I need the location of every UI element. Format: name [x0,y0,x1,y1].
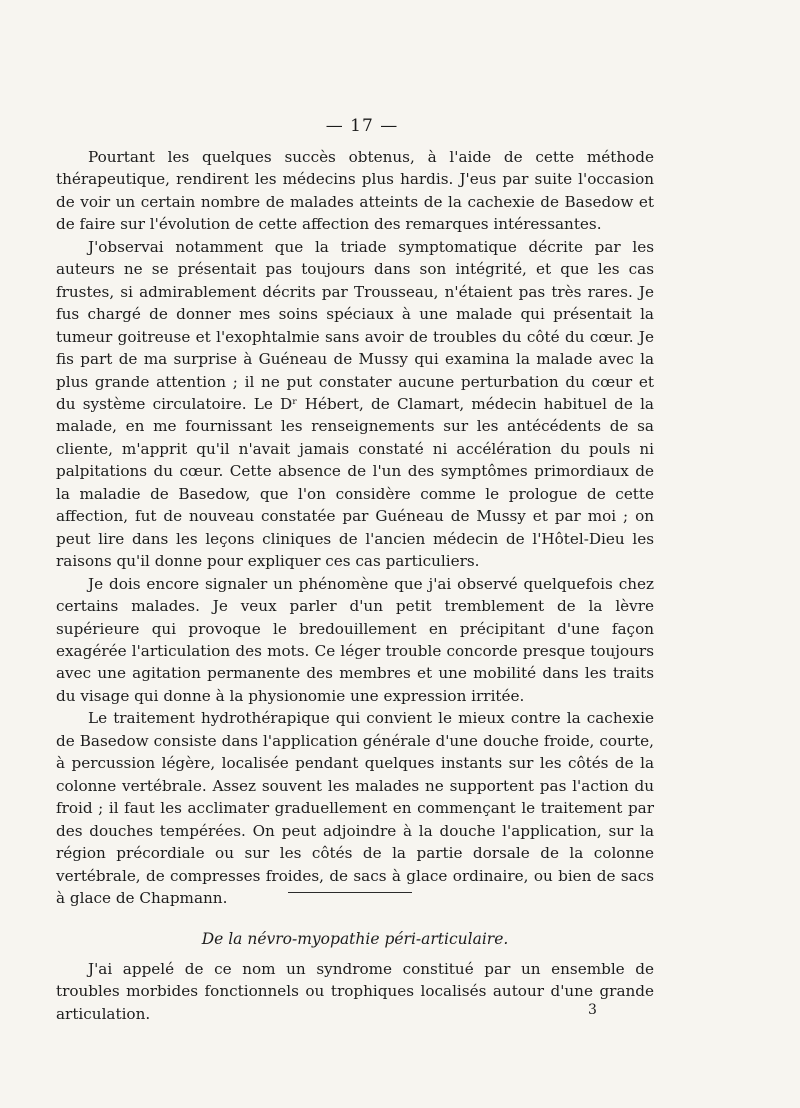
paragraph: Le traitement hydrothérapique qui convient le mieux contre la cachexie de Basedow consiste dans l'application générale d'une douche froide, courte, à percussion légère, localisée pendant quelques instants sur les côtés de la colonne vertébrale. Assez souvent les malades ne supportent pas l'action du froid ; il faut les acclimater graduellement en commençant le traitement par des douches tempérées. On peut adjoindre à la douche l'application, sur la région précordiale ou sur les côtés de la partie dorsale de la colonne vertébrale, de compresses froides, de sacs à glace ordinaire, ou bien de sacs à glace de Chapmann. [56,709,654,907]
section-divider [288,892,412,893]
paragraph: Je dois encore signaler un phénomène que j'ai observé quelquefois chez certains malades. Je veux parler d'un petit tremblement de la lèvre supérieure qui provoque le bredouillement en précipitant d'une façon exagérée l'articulation des mots. Ce léger trouble concorde presque toujours avec une agitation permanente des membres et une mobilité dans les traits du visage qui donne à la physionomie une expression irritée. [56,574,654,705]
signature-mark: 3 [588,1002,597,1018]
paragraph: J'ai appelé de ce nom un syndrome constitué par un ensemble de troubles morbides fonctionnels ou trophiques localisés autour d'une grande articulation. [56,960,654,1023]
section-heading: De la névro-myopathie péri-articulaire. [201,930,509,948]
main-body-text [56,146,654,909]
paragraph: J'observai notamment que la triade symptomatique décrite par les auteurs ne se présentait pas toujours dans son intégrité, et que les cas frustes, si admirablement décrits par Trousseau, n'étaient pas très rares. Je fus chargé de donner mes soins spéciaux à une malade qui présentait la tumeur goitreuse et l'exophtalmie sans avoir de troubles du côté du cœur. Je fis part de ma surprise à Guéneau de Mussy qui examina la malade avec la plus grande attention ; il ne put constater aucune perturbation du cœur et du système circulatoire. Le Dʳ Hébert, de Clamart, médecin habituel de la malade, en me fournissant les renseignements sur les antécédents de sa cliente, m'apprit qu'il n'avait jamais constaté ni accélération du pouls ni palpitations du cœur. Cette absence de l'un des symptômes primordiaux de la maladie de Basedow, que l'on considère comme le prologue de cette affection, fut de nouveau constatée par Guéneau de Mussy et par moi ; on peut lire dans les leçons cliniques de l'ancien médecin de l'Hôtel-Dieu les raisons qu'il donne pour expliquer ces cas particuliers. [56,237,654,571]
section-body-text [56,958,654,1025]
page-number: — 17 — [325,116,399,136]
paragraph: Pourtant les quelques succès obtenus, à l'aide de cette méthode thérapeutique, rendirent les médecins plus hardis. J'eus par suite l'occasion de voir un certain nombre de malades atteints de la cachexie de Basedow et de faire sur l'évolution de cette affection des remarques intéressantes. [56,148,654,234]
